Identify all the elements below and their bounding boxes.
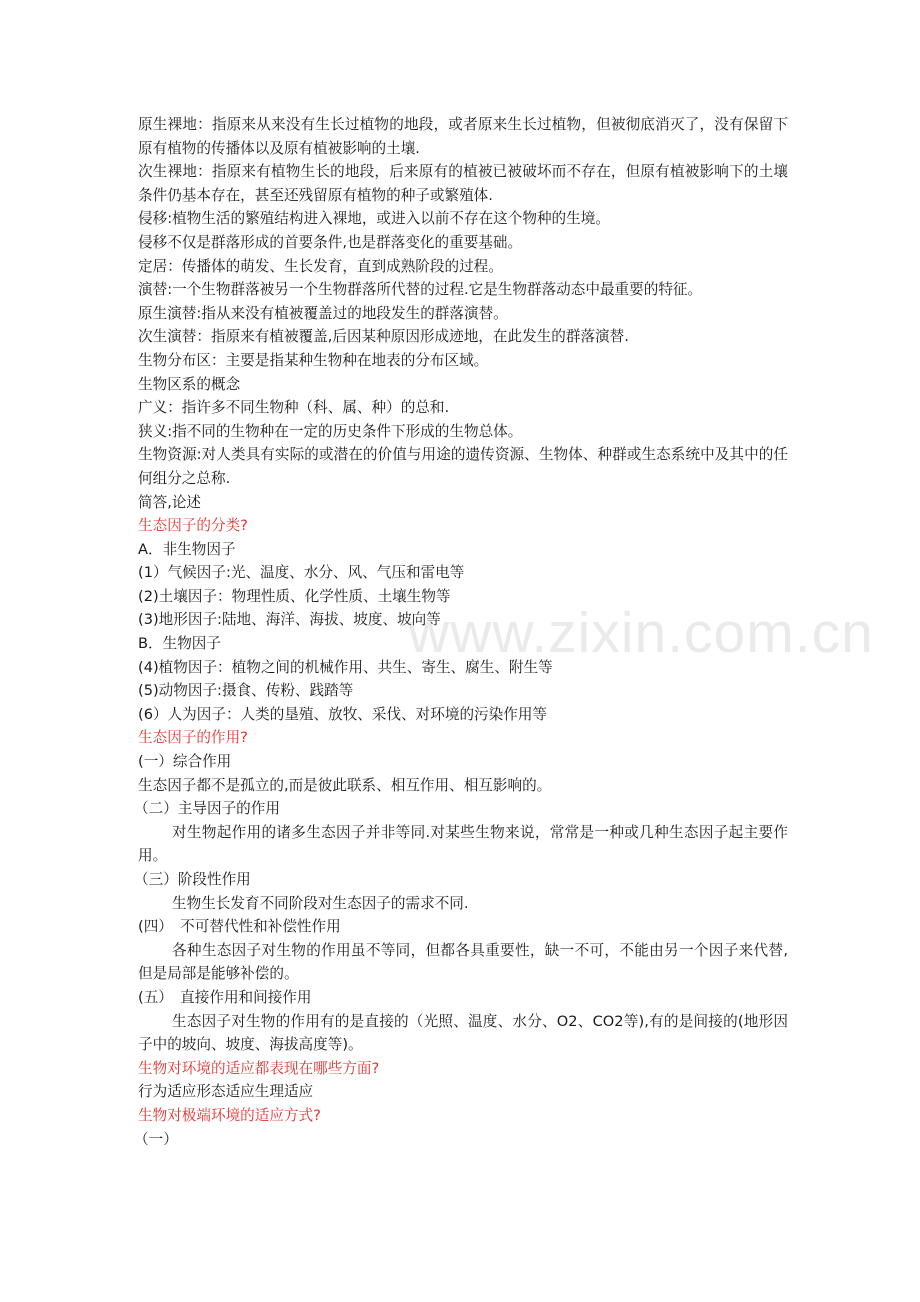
paragraph: (2)土壤因子：物理性质、化学性质、土壤生物等 [138, 587, 451, 605]
paragraph: (一）综合作用 [138, 753, 232, 771]
paragraph: 生物分布区：主要是指某种生物种在地表的分布区域。 [138, 351, 489, 369]
paragraph: 原生裸地：指原来从来没有生长过植物的地段，或者原来生长过植物，但被彻底消灭了，没有保留下原有植物的传播体以及原有植被影响的土壤. [138, 116, 788, 157]
section-heading: 生物对环境的适应都表现在哪些方面? [138, 1059, 380, 1077]
paragraph: B．生物因子 [138, 635, 221, 653]
paragraph: (四） 不可替代性和补偿性作用 [138, 918, 341, 936]
paragraph: 行为适应形态适应生理适应 [138, 1083, 314, 1101]
paragraph: (五） 直接作用和间接作用 [138, 988, 312, 1006]
paragraph: (3)地形因子:陆地、海洋、海拔、坡度、坡向等 [138, 611, 441, 629]
paragraph: 侵移:植物生活的繁殖结构进入裸地，或进入以前不存在这个物种的生境。 [138, 210, 610, 228]
paragraph: 生物生长发育不同阶段对生态因子的需求不同. [172, 894, 469, 912]
paragraph: (1）气候因子:光、温度、水分、风、气压和雷电等 [138, 564, 465, 582]
paragraph: 生物资源:对人类具有实际的或潜在的价值与用途的遗传资源、生物体、种群或生态系统中及其中的任何组分之总称. [138, 446, 788, 487]
section-heading: 生态因子的分类? [138, 517, 248, 535]
paragraph: 原生演替:指从来没有植被覆盖过的地段发生的群落演替。 [138, 304, 508, 322]
paragraph: 侵移不仅是群落形成的首要条件,也是群落变化的重要基础。 [138, 233, 523, 251]
section-heading: 生态因子的作用? [138, 729, 248, 747]
paragraph: 演替:一个生物群落被另一个生物群落所代替的过程.它是生物群落动态中最重要的特征。 [138, 281, 703, 299]
paragraph: (5)动物因子:摄食、传粉、践踏等 [138, 682, 354, 700]
paragraph: 简答,论述 [138, 493, 202, 511]
paragraph: 生物区系的概念 [138, 375, 241, 393]
section-heading: 生物对极端环境的适应方式? [138, 1106, 321, 1124]
paragraph: A．非生物因子 [138, 540, 236, 558]
paragraph: 次生裸地：指原来有植物生长的地段，后来原有的植被已被破坏而不存在，但原有植被影响下的土壤条件仍基本存在，甚至还残留原有植物的种子或繁殖体. [138, 163, 788, 204]
paragraph: （二）主导因子的作用 [134, 800, 280, 818]
paragraph: 各种生态因子对生物的作用虽不等同，但都各具重要性，缺一不可，不能由另一个因子来代替,但是局部是能够补偿的。 [138, 941, 788, 983]
paragraph: 对生物起作用的诸多生态因子并非等同.对某些生物来说，常常是一种或几种生态因子起主要作用。 [138, 823, 788, 865]
paragraph: 生态因子都不是孤立的,而是彼此联系、相互作用、相互影响的。 [138, 776, 552, 794]
paragraph: （三）阶段性作用 [134, 871, 251, 888]
paragraph: (6）人为因子：人类的垦殖、放牧、采伐、对环境的污染作用等 [138, 705, 548, 723]
paragraph: （一） [134, 1130, 178, 1148]
paragraph: 狭义:指不同的生物种在一定的历史条件下形成的生物总体。 [138, 422, 523, 440]
paragraph: 定居：传播体的萌发、生长发育，直到成熟阶段的过程。 [138, 257, 503, 275]
document-body [134, 113, 788, 1151]
paragraph: 次生演替：指原来有植被覆盖,后因某种原因形成迹地，在此发生的群落演替. [138, 328, 629, 346]
paragraph: 生态因子对生物的作用有的是直接的（光照、温度、水分、O2、CO2等),有的是间接的(地形因子中的坡向、坡度、海拔高度等)。 [138, 1012, 788, 1054]
paragraph: 广义：指许多不同生物种（科、属、种）的总和. [138, 399, 450, 417]
paragraph: (4)植物因子：植物之间的机械作用、共生、寄生、腐生、附生等 [138, 658, 553, 676]
watermark: www.zixin.com.cn [408, 601, 874, 665]
